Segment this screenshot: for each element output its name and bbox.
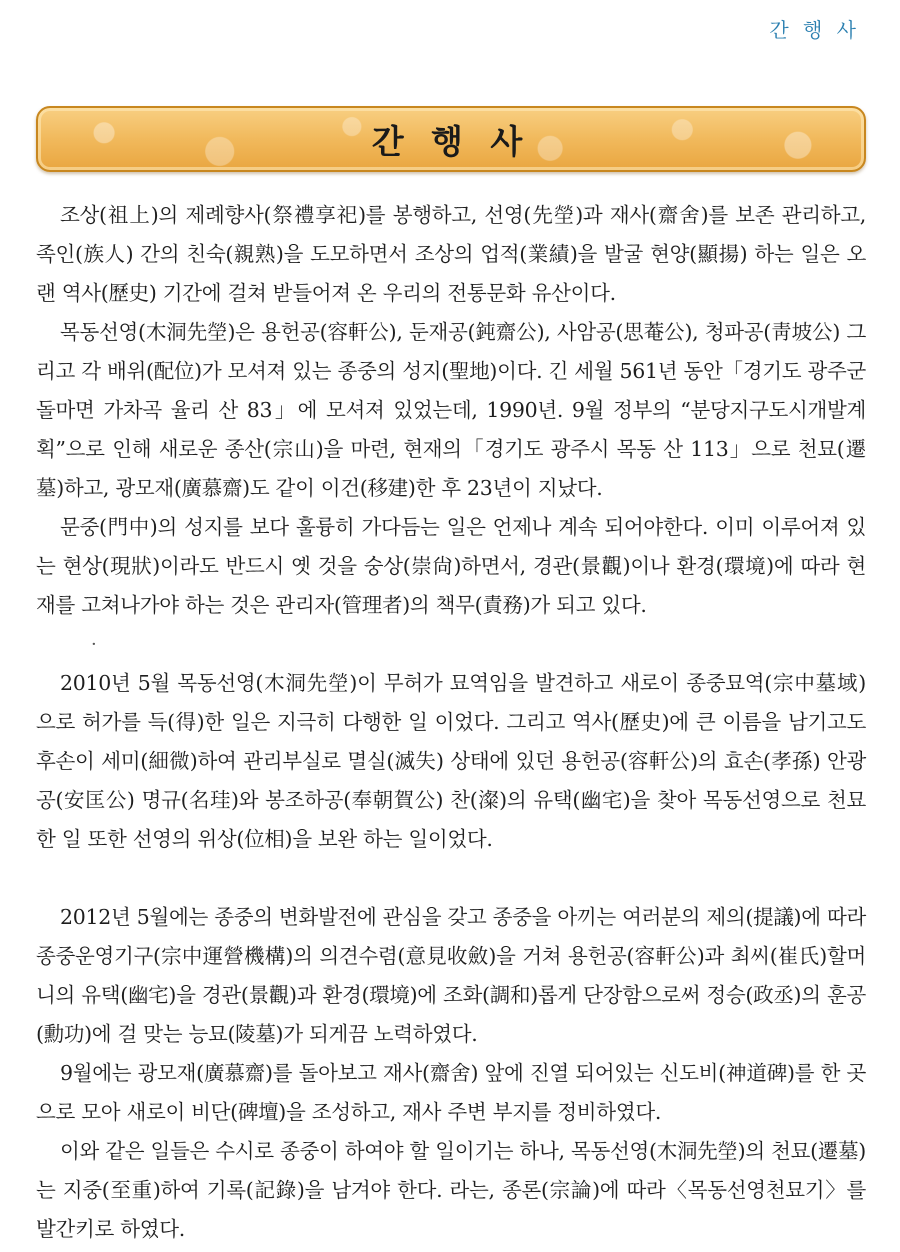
paragraph-1: 조상(祖上)의 제례향사(祭禮享祀)를 봉행하고, 선영(先塋)과 재사(齋舍)를 보존 관리하고, 족인(族人) 간의 친숙(親熟)을 도모하면서 조상의 업적(業績)을 발굴 현양(顯揚) 하는 일은 오랜 역사(歷史) 기간에 걸쳐 받들어져 온 우리의 전통문화 유산이다.: [36, 203, 866, 305]
paragraph-2: 목동선영(木洞先塋)은 용헌공(容軒公), 둔재공(鈍齋公), 사암공(思菴公), 청파공(靑坡公) 그리고 각 배위(配位)가 모셔져 있는 종중의 성지(聖地)이다. 긴 세월 561년 동안「경기도 광주군 돌마면 가차곡 율리 산 83」에 모셔져 있었는데, 1990년. 9월 정부의 “분당지구도시개발계획”으로 인해 새로운 종산(宗山)을 마련, 현재의「경기도 광주시 목동 산 113」으로 천묘(遷墓)하고, 광모재(廣慕齋)도 같이 이건(移建)한 후 23년이 지났다.: [36, 320, 866, 500]
paragraph-6: 9월에는 광모재(廣慕齋)를 돌아보고 재사(齋舍) 앞에 진열 되어있는 신도비(神道碑)를 한 곳으로 모아 새로이 비단(碑壇)을 조성하고, 재사 주변 부지를 정비하였다.: [36, 1061, 866, 1124]
paragraph-3: 문중(門中)의 성지를 보다 훌륭히 가다듬는 일은 언제나 계속 되어야한다. 이미 이루어져 있는 현상(現狀)이라도 반드시 옛 것을 숭상(崇尙)하면서, 경관(景觀)이나 환경(環境)에 따라 현재를 고쳐나가야 하는 것은 관리자(管理者)의 책무(責務)가 되고 있다.: [36, 515, 866, 617]
page-title: 간 행 사: [371, 121, 531, 161]
title-banner: [36, 106, 866, 172]
stray-dot: ·: [91, 634, 97, 655]
running-header-title: 간 행 사: [769, 18, 860, 42]
body-text: [36, 196, 866, 1249]
paragraph-5: 2012년 5월에는 종중의 변화발전에 관심을 갖고 종중을 아끼는 여러분의 제의(提議)에 따라 종중운영기구(宗中運營機構)의 의견수렴(意見收斂)을 거쳐 용헌공(容軒公)과 최씨(崔氏)할머니의 유택(幽宅)을 경관(景觀)과 환경(環境)에 조화(調和)롭게 단장함으로써 정승(政丞)의 훈공(勳功)에 걸 맞는 능묘(陵墓)가 되게끔 노력하였다.: [36, 905, 866, 1046]
paragraph-4: 2010년 5월 목동선영(木洞先塋)이 무허가 묘역임을 발견하고 새로이 종중묘역(宗中墓域)으로 허가를 득(得)한 일은 지극히 다행한 일 이었다. 그리고 역사(歷史)에 큰 이름을 남기고도 후손이 세미(細微)하여 관리부실로 멸실(滅失) 상태에 있던 용헌공(容軒公)의 효손(孝孫) 안광공(安匡公) 명규(名珪)와 봉조하공(奉朝賀公) 찬(澯)의 유택(幽宅)을 찾아 목동선영으로 천묘한 일 또한 선영의 위상(位相)을 보완 하는 일이었다.: [36, 671, 866, 851]
paragraph-7: 이와 같은 일들은 수시로 종중이 하여야 할 일이기는 하나, 목동선영(木洞先塋)의 천묘(遷墓)는 지중(至重)하여 기록(記錄)을 남겨야 한다. 라는, 종론(宗論)에 따라〈목동선영천묘기〉를 발간키로 하였다.: [36, 1139, 866, 1241]
